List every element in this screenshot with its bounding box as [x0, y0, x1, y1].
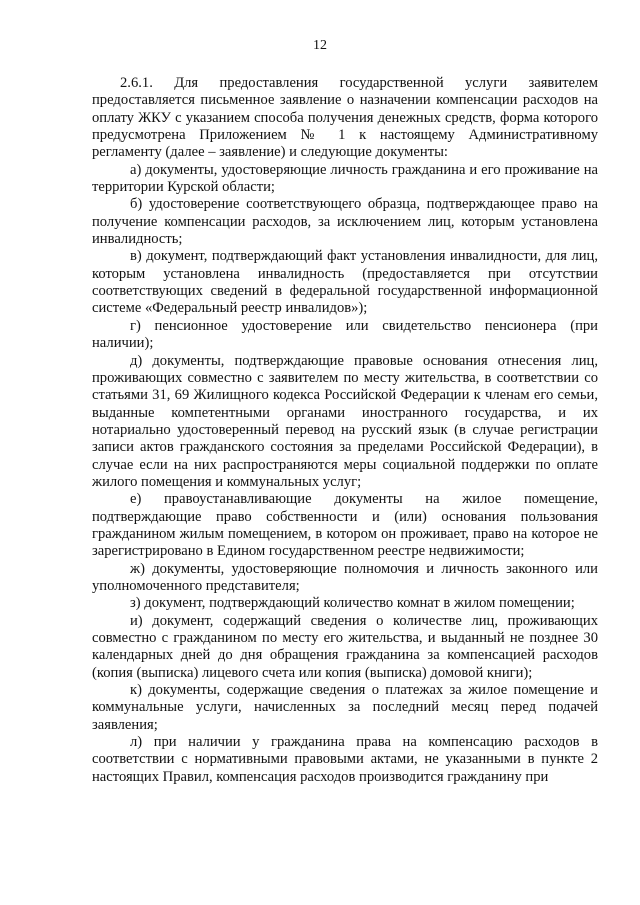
list-item-i: и) документ, содержащий сведения о количестве лиц, проживающих совместно с гражданином по месту его жительства, и выданный не позднее 30 календарных дней до дня обращения гражданина за компенсацией расходов (копия (выписка) лицевого счета или копия (выписка) домовой книги); [92, 612, 598, 681]
document-body [92, 75, 598, 786]
list-item-e: е) правоустанавливающие документы на жилое помещение, подтверждающие право собственности и (или) основания пользования гражданином жилым помещением, в котором он проживает, право на которое не зарегистрировано в Едином государственном реестре недвижимости; [92, 491, 598, 560]
list-item-a: а) документы, удостоверяющие личность гражданина и его проживание на территории Курской области; [92, 161, 598, 196]
list-item-g: г) пенсионное удостоверение или свидетельство пенсионера (при наличии); [92, 317, 598, 352]
paragraph-2-6-1: 2.6.1. Для предоставления государственной услуги заявителем предоставляется письменное заявление о назначении компенсации расходов на оплату ЖКУ с указанием способа получения денежных средств, форма которого предусмотрена Приложением № 1 к настоящему Административному регламенту (далее – заявление) и следующие документы: [92, 75, 598, 161]
list-item-l: л) при наличии у гражданина права на компенсацию расходов в соответствии с нормативными правовыми актами, не указанными в пункте 2 настоящих Правил, компенсация расходов производится гражданину при [92, 734, 598, 785]
list-item-b: б) удостоверение соответствующего образца, подтверждающее право на получение компенсации расходов, за исключением лиц, которым установлена инвалидность; [92, 196, 598, 248]
list-item-z: з) документ, подтверждающий количество комнат в жилом помещении; [130, 595, 575, 612]
list-item-v: в) документ, подтверждающий факт установления инвалидности, для лиц, которым установлена инвалидность (предоставляется при отсутствии соответствующих сведений в федеральной государственной информационной системе «Федеральный реестр инвалидов»); [92, 248, 598, 317]
list-item-k: к) документы, содержащие сведения о платежах за жилое помещение и коммунальные услуги, начисленных за последний месяц перед подачей заявления; [92, 682, 598, 733]
list-item-zh: ж) документы, удостоверяющие полномочия и личность законного или уполномоченного представителя; [92, 560, 598, 594]
list-item-d: д) документы, подтверждающие правовые основания отнесения лиц, проживающих совместно с заявителем по месту жительства, в соответствии со статьями 31, 69 Жилищного кодекса Российской Федерации к членам его семьи, выданные компетентными органами иностранного государства, и их нотариально удостоверенный перевод на русский язык (в случае регистрации записи актов гражданского состояния за пределами Российской Федерации), в случае если на них распространяются меры социальной поддержки по оплате жилого помещения и коммунальных услуг; [92, 352, 598, 490]
page-number: 12 [313, 38, 327, 53]
